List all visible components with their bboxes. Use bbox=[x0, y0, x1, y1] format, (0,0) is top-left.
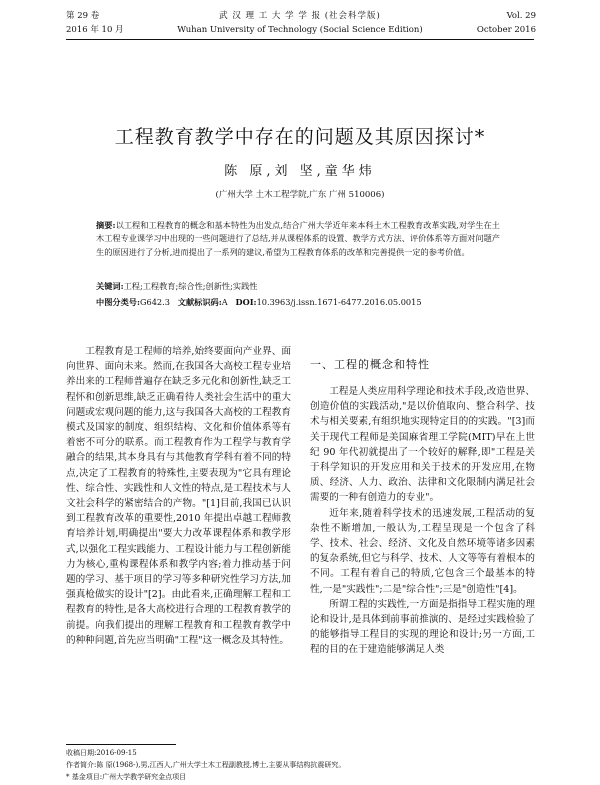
abstract-label: 摘要: bbox=[96, 220, 116, 230]
header-issue-date: 2016 年 10 月 bbox=[66, 25, 124, 35]
header-journal-en: Wuhan University of Technology (Social Science Edition) bbox=[177, 25, 423, 35]
footnote-received: 收稿日期:2016-09-15 bbox=[66, 749, 137, 757]
left-column bbox=[66, 344, 291, 648]
keywords-label: 关键词: bbox=[96, 281, 124, 291]
paper-affiliation: (广州大学 土木工程学院,广东 广州 510006) bbox=[215, 190, 385, 200]
doi-label: DOI: bbox=[235, 297, 257, 307]
paper-title: 工程教育教学中存在的问题及其原因探讨* bbox=[114, 126, 486, 148]
doc-code-value: A bbox=[221, 297, 228, 307]
clc-value: G642.3 bbox=[139, 297, 170, 307]
clc-label: 中图分类号: bbox=[96, 297, 140, 307]
left-paragraph: 工程教育是工程师的培养,始终要面向产业界、面向世界、面向未来。然而,在我国各大高校工程专业培养出来的工程师普遍存在缺乏多元化和创新性,缺乏工程怀和创新思维,缺乏正确看待人类社会生活中的重大问题或宏观问题的能力,这与我国各大高校的工程教育模式及国家的制度、组织结构、文化和价值体系等有着密不可分的联系。而工程教育作为工程学与教育学融合的结果,其本身具有与其他教育学科有着不同的特点,决定了工程教育的特殊性,主要表现为"它具有理论性、综合性、实践性和人文性的特点,是工程技术与人文社会科学的紧密结合的产物。"[1]目前,我国已认识到工程教育改革的重要性,2010 年提出卓越工程师教育培养计划,明确提出"要大力改革课程体系和教学形式,以强化工程实践能力、工程设计能力与工程创新能力为核心,重构课程体系和教学内容;着力推动基于问题的学习、基于项目的学习等多种研究性学习方法,加强真枪做实的设计"[2]。由此看来,正确理解工程和工程教育的特性,是各大高校进行合理的工程教育教学的前提。向我们提出的理解工程教育和工程教育教学中的种种问题,首先应当明确"工程"这一概念及其特性。 bbox=[66, 346, 291, 646]
abstract-text: 以工程和工程教育的概念和基本特性为出发点,结合广州大学近年来本科土木工程教育改革实践,对学生在土木工程专业课学习中出现的一些问题进行了总结,并从课程体系的设置、教学方式方法、评价体系等方面对问题产生的原因进行了分析,进而提出了一系列的建议,希望为工程教育体系的改革和完善提供一定的参考价值。 bbox=[96, 220, 500, 257]
keywords-text: 工程;工程教育;综合性;创新性;实践性 bbox=[123, 281, 258, 291]
doi-value: 10.3963/j.issn.1671-6477.2016.05.0015 bbox=[256, 297, 422, 307]
footnote-fund: * 基金项目:广州大学教学研究金点项目 bbox=[66, 773, 187, 781]
header-vol-en: Vol. 29 bbox=[506, 11, 536, 21]
header-volume-en-block bbox=[477, 9, 536, 37]
header-date-en: October 2016 bbox=[476, 25, 536, 35]
footnote-author-bio: 作者简介:陈 原(1968-),男,江西人,广州大学土木工程副教授,博士,主要从事结构抗震研究。 bbox=[66, 761, 346, 769]
right-paragraph: 工程是人类应用科学理论和技术手段,改造世界、创造价值的实践活动,"是以价值取向、整合科学、技术与相关要素,有组织地实现特定目的的实践。"[3]而关于现代工程师是美国麻省理工学院(MIT)早在上世纪 90 年代初就提出了一个较好的解释,即"工程是关于科学知识的开发应用和关于技术的开发应用,在物质、经济、人力、政治、法律和文化限制内满足社会需要的一种有创造力的专业"。 bbox=[310, 386, 535, 504]
header-journal-cn: 武 汉 理 工 大 学 学 报 (社会科学版) bbox=[219, 11, 381, 21]
doc-code-label: 文献标识码: bbox=[177, 297, 222, 307]
paper-authors: 陈 原,刘 坚,童华炜 bbox=[224, 164, 376, 179]
right-paragraph: 所谓工程的实践性,一方面是指指导工程实施的理论和设计,是具体到前事前推演的、是经过实践检验了的能够指导工程目的实现的理论和设计;另一方面,工程的目的在于建造能够满足人类 bbox=[310, 598, 535, 656]
footnote-rule bbox=[66, 744, 176, 745]
abstract bbox=[96, 219, 500, 259]
right-column bbox=[310, 384, 535, 658]
section-heading: 一、工程的概念和特性 bbox=[310, 358, 430, 371]
classification-line bbox=[96, 296, 500, 309]
keywords bbox=[96, 280, 500, 293]
header-rule bbox=[66, 39, 534, 40]
header-volume: 第 29 卷 bbox=[66, 11, 100, 21]
right-paragraph: 近年来,随着科学技术的迅速发展,工程活动的复杂性不断增加,一般认为,工程呈现是一个包含了科学、技术、社会、经济、文化及自然环境等诸多因素的复杂系统,但它与科学、技术、人文等等有着根本的不同。工程有着自己的特质,它包含三个最基本的特性,一是"实践性";二是"综合性";三是"创造性"[4]。 bbox=[310, 507, 535, 595]
